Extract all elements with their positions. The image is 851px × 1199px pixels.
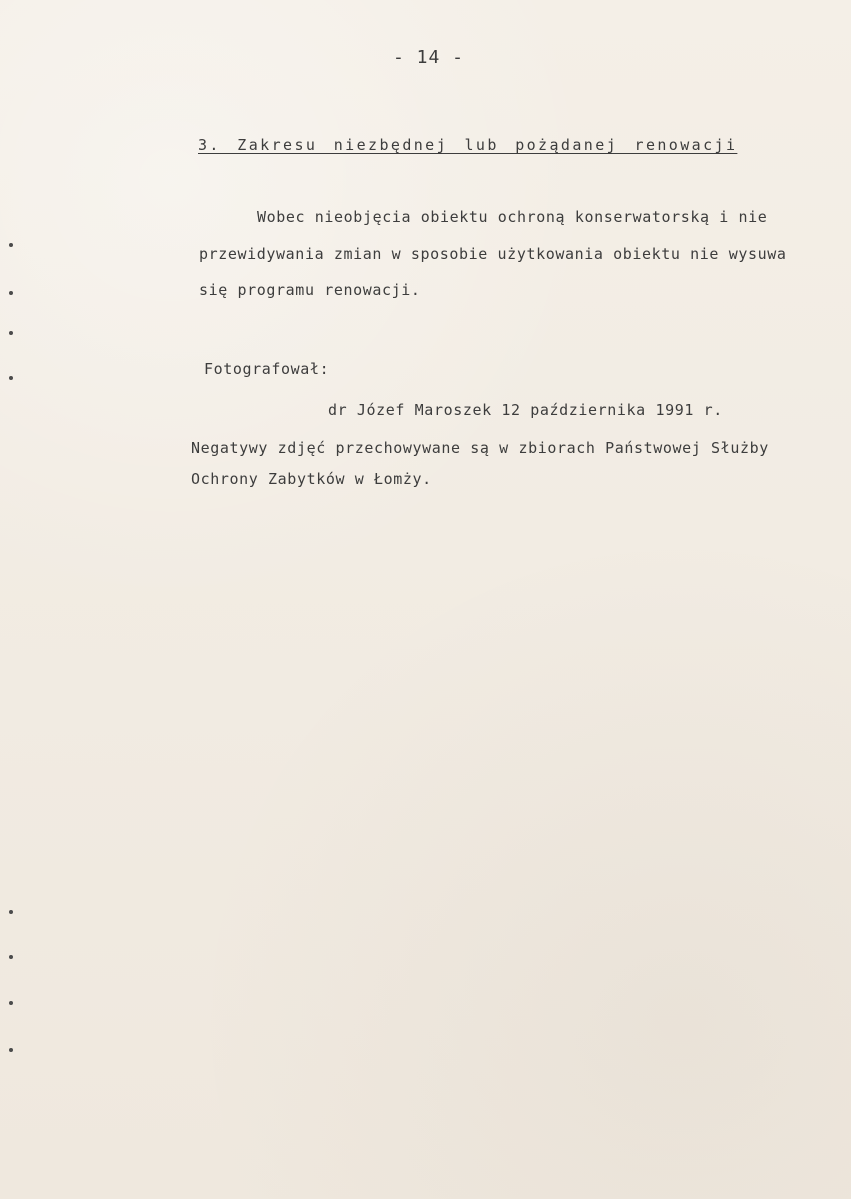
paragraph-line: Wobec nieobjęcia obiektu ochroną konserwatorską i nie [257,208,768,226]
page-number: - 14 - [393,47,465,68]
margin-mark [9,331,13,335]
photographer-line: dr Józef Maroszek 12 października 1991 r. [328,401,723,419]
photographer-label: Fotografował: [204,360,330,378]
margin-mark [9,291,13,295]
paragraph-line: się programu renowacji. [199,281,421,299]
section-heading: 3. Zakresu niezbędnej lub pożądanej renowacji [198,136,738,154]
negatives-line: Negatywy zdjęć przechowywane są w zbiorach Państwowej Służby [191,439,769,457]
margin-mark [9,1048,13,1052]
margin-mark [9,243,13,247]
paragraph-line: przewidywania zmian w sposobie użytkowania obiektu nie wysuwa [199,245,787,263]
margin-mark [9,910,13,914]
margin-mark [9,376,13,380]
margin-mark [9,1001,13,1005]
margin-mark [9,955,13,959]
negatives-line: Ochrony Zabytków w Łomży. [191,470,432,488]
